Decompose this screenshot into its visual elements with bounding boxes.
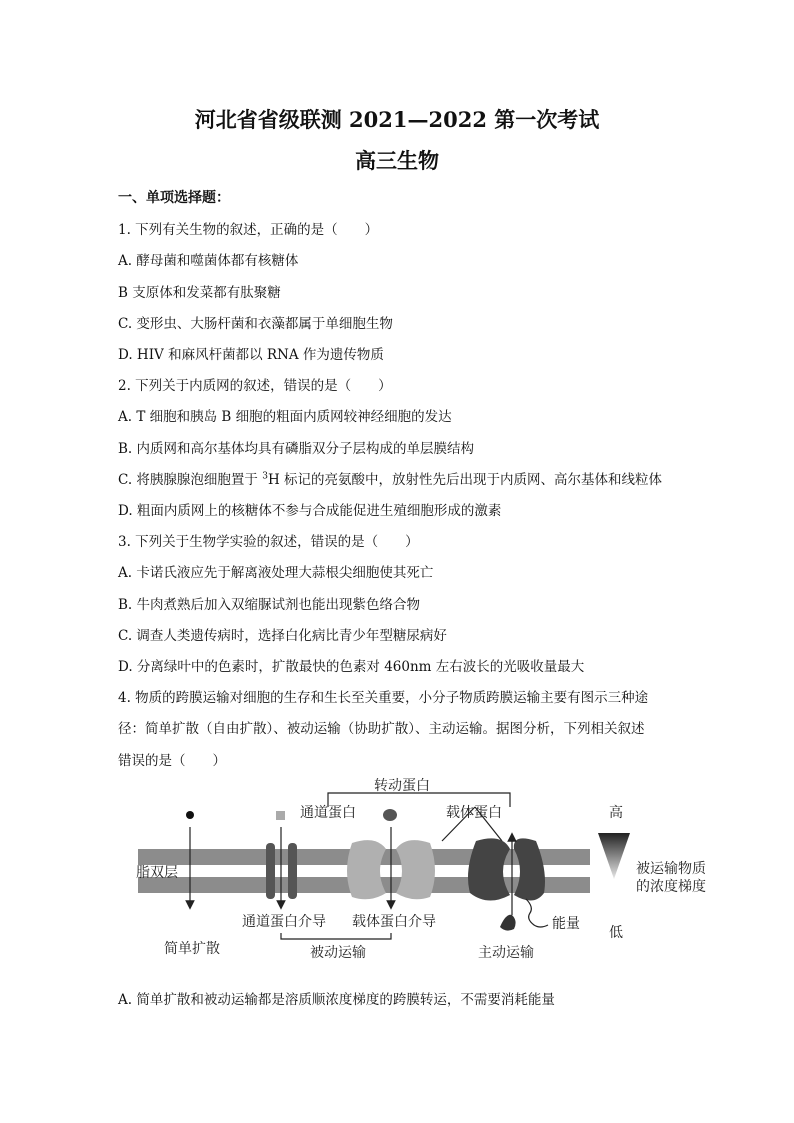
transport-protein-label: 转动蛋白 xyxy=(374,778,430,794)
exam-subtitle: 高三生物 xyxy=(355,148,439,173)
gradient-high-label: 高 xyxy=(609,805,623,821)
question-2-option-b: B. 内质网和高尔基体均具有磷脂双分子层构成的单层膜结构 xyxy=(118,441,475,457)
question-1-stem: 1. 下列有关生物的叙述，正确的是（ ） xyxy=(118,222,379,238)
question-3-option-c: C. 调查人类遗传病时，选择白化病比青少年型糖尿病好 xyxy=(118,628,447,644)
question-3-option-d: D. 分离绿叶中的色素时，扩散最快的色素对 460nm 左右波长的光吸收量最大 xyxy=(118,659,585,675)
question-1-option-a: A. 酵母菌和噬菌体都有核糖体 xyxy=(118,253,299,269)
question-4-option-a: A. 简单扩散和被动运输都是溶质顺浓度梯度的跨膜转运，不需要消耗能量 xyxy=(118,992,555,1008)
bilayer-label: 脂双层 xyxy=(136,865,178,881)
active-transport-label: 主动运输 xyxy=(478,945,534,961)
question-4-stem-line-1: 4. 物质的跨膜运输对细胞的生存和生长至关重要，小分子物质跨膜运输主要有图示三种途 xyxy=(118,690,649,706)
channel-protein-right xyxy=(288,843,297,899)
question-2-option-c-post: H 标记的亮氨酸中，放射性先后出现于内质网、高尔基体和线粒体 xyxy=(267,472,663,488)
energy-arrow xyxy=(526,899,548,927)
simple-diffusion-label: 简单扩散 xyxy=(164,941,220,957)
question-1-option-b: B 支原体和发菜都有肽聚糖 xyxy=(118,285,281,301)
carrier-protein-right-half xyxy=(396,840,435,899)
question-4-stem-line-2: 径：简单扩散（自由扩散）、被动运输（协助扩散）、主动运输。据图分析，下列相关叙述 xyxy=(118,721,645,737)
active-carrier-left-half xyxy=(468,838,510,900)
channel-mediated-label: 通道蛋白介导 xyxy=(242,914,326,930)
question-2-option-a: A. T 细胞和胰岛 B 细胞的粗面内质网较神经细胞的发达 xyxy=(118,409,452,425)
question-3-option-a: A. 卡诺氏液应先于解离液处理大蒜根尖细胞使其死亡 xyxy=(118,565,434,581)
exam-title: 河北省省级联测 2021—2022 第一次考试 xyxy=(194,107,600,132)
active-carrier-right-half xyxy=(514,838,545,900)
transported-solute xyxy=(500,915,516,931)
question-1-option-d: D. HIV 和麻风杆菌都以 RNA 作为遗传物质 xyxy=(118,347,384,363)
passive-transport-label: 被动运输 xyxy=(310,945,366,961)
gradient-label-line-2: 的浓度梯度 xyxy=(636,879,706,895)
small-molecule-dot xyxy=(186,811,194,819)
ion-square xyxy=(276,811,285,820)
carrier-mediated-label: 载体蛋白介导 xyxy=(352,914,436,930)
question-1-option-c: C. 变形虫、大肠杆菌和衣藻都属于单细胞生物 xyxy=(118,316,393,332)
membrane-transport-figure xyxy=(130,775,730,965)
channel-protein-label: 通道蛋白 xyxy=(300,805,356,821)
question-2-option-c-pre: C. 将胰腺腺泡细胞置于 xyxy=(118,472,263,488)
gradient-low-label: 低 xyxy=(609,925,623,941)
energy-label: 能量 xyxy=(552,916,580,932)
carrier-protein-left-half xyxy=(347,840,386,899)
question-2-option-d: D. 粗面内质网上的核糖体不参与合成能促进生殖细胞形成的激素 xyxy=(118,503,502,519)
section-heading: 一、单项选择题： xyxy=(118,190,230,206)
question-4-stem-line-3: 错误的是（ ） xyxy=(118,753,226,769)
carrier-protein-label: 载体蛋白 xyxy=(446,805,502,821)
channel-protein-left xyxy=(266,843,275,899)
gradient-label-line-1: 被运输物质 xyxy=(636,861,706,877)
question-2-option-c xyxy=(118,468,662,488)
question-3-stem: 3. 下列关于生物学实验的叙述，错误的是（ ） xyxy=(118,534,419,550)
passive-transport-bracket xyxy=(281,933,391,939)
question-2-stem: 2. 下列关于内质网的叙述，错误的是（ ） xyxy=(118,378,392,394)
question-3-option-b: B. 牛肉煮熟后加入双缩脲试剂也能出现紫色络合物 xyxy=(118,597,421,613)
concentration-gradient-wedge xyxy=(598,833,630,879)
isotope-superscript: 3 xyxy=(262,471,268,482)
solute-oval xyxy=(383,809,397,821)
